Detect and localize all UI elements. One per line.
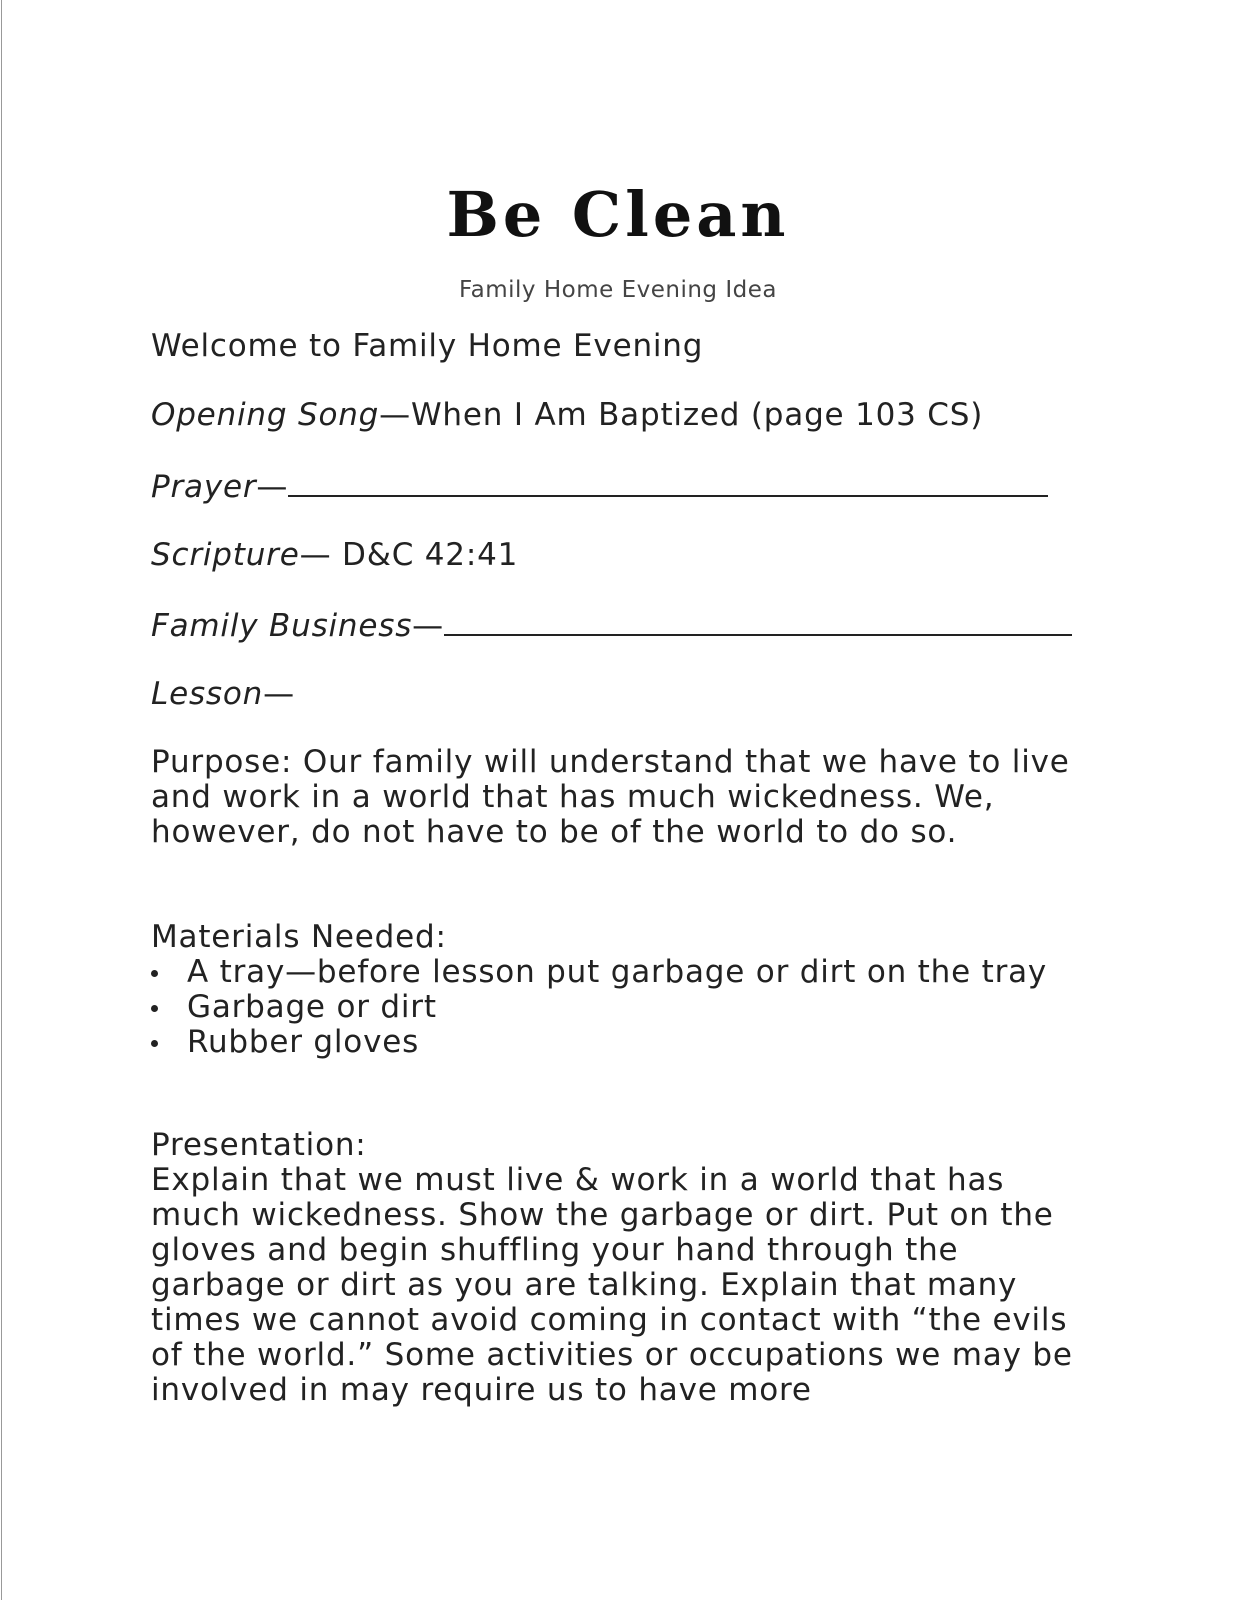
scripture-separator: —	[299, 537, 332, 573]
bullet-icon	[151, 1040, 158, 1047]
bullet-icon	[151, 1005, 158, 1012]
materials-heading: Materials Needed:	[151, 919, 447, 955]
scripture-line	[151, 537, 518, 573]
prayer-label: Prayer	[151, 469, 257, 505]
list-item	[151, 955, 1081, 990]
scripture-value: D&C 42:41	[331, 537, 519, 573]
prayer-line	[151, 467, 1048, 505]
presentation-section	[151, 1128, 1081, 1408]
list-item	[151, 1025, 1081, 1060]
material-item-text: Garbage or dirt	[187, 989, 437, 1025]
presentation-text: Explain that we must live & work in a world that has much wickedness. Show the garbage or dirt. Put on the gloves and begin shuffling your hand through the garbage or dirt as you are talking. Explain that many times we cannot avoid coming in contact with “the evils of the world.” Some activities or occupations we may be involved in may require us to have more	[151, 1162, 1073, 1408]
materials-list	[151, 955, 1081, 1060]
opening-song-line	[151, 397, 983, 433]
purpose-text: Purpose: Our family will understand that we have to live and work in a world that has much wickedness. We, however, do not have to be of the world to do so.	[151, 744, 1070, 850]
materials-section	[151, 920, 1081, 1060]
family-business-separator: —	[412, 608, 444, 644]
scripture-label: Scripture	[151, 537, 300, 573]
opening-song-value: When I Am Baptized (page 103 CS)	[410, 397, 984, 433]
material-item-text: A tray—before lesson put garbage or dirt on the tray	[187, 954, 1048, 990]
opening-song-label: Opening Song	[151, 397, 380, 433]
presentation-heading: Presentation:	[151, 1127, 367, 1163]
material-item-text: Rubber gloves	[187, 1024, 420, 1060]
opening-song-separator: —	[379, 397, 411, 433]
lesson-line	[151, 676, 295, 712]
family-business-blank-line	[444, 606, 1072, 636]
welcome-line: Welcome to Family Home Evening	[151, 328, 704, 364]
page-title: Be Clean	[446, 178, 790, 251]
lesson-label: Lesson	[151, 676, 264, 712]
bullet-icon	[151, 970, 158, 977]
page-subtitle: Family Home Evening Idea	[459, 277, 777, 303]
prayer-separator: —	[256, 469, 289, 505]
family-business-line	[151, 606, 1072, 644]
prayer-blank-line	[288, 467, 1048, 497]
lesson-separator: —	[263, 676, 295, 712]
list-item	[151, 990, 1081, 1025]
purpose-paragraph	[151, 745, 1081, 850]
family-business-label: Family Business	[151, 608, 413, 644]
